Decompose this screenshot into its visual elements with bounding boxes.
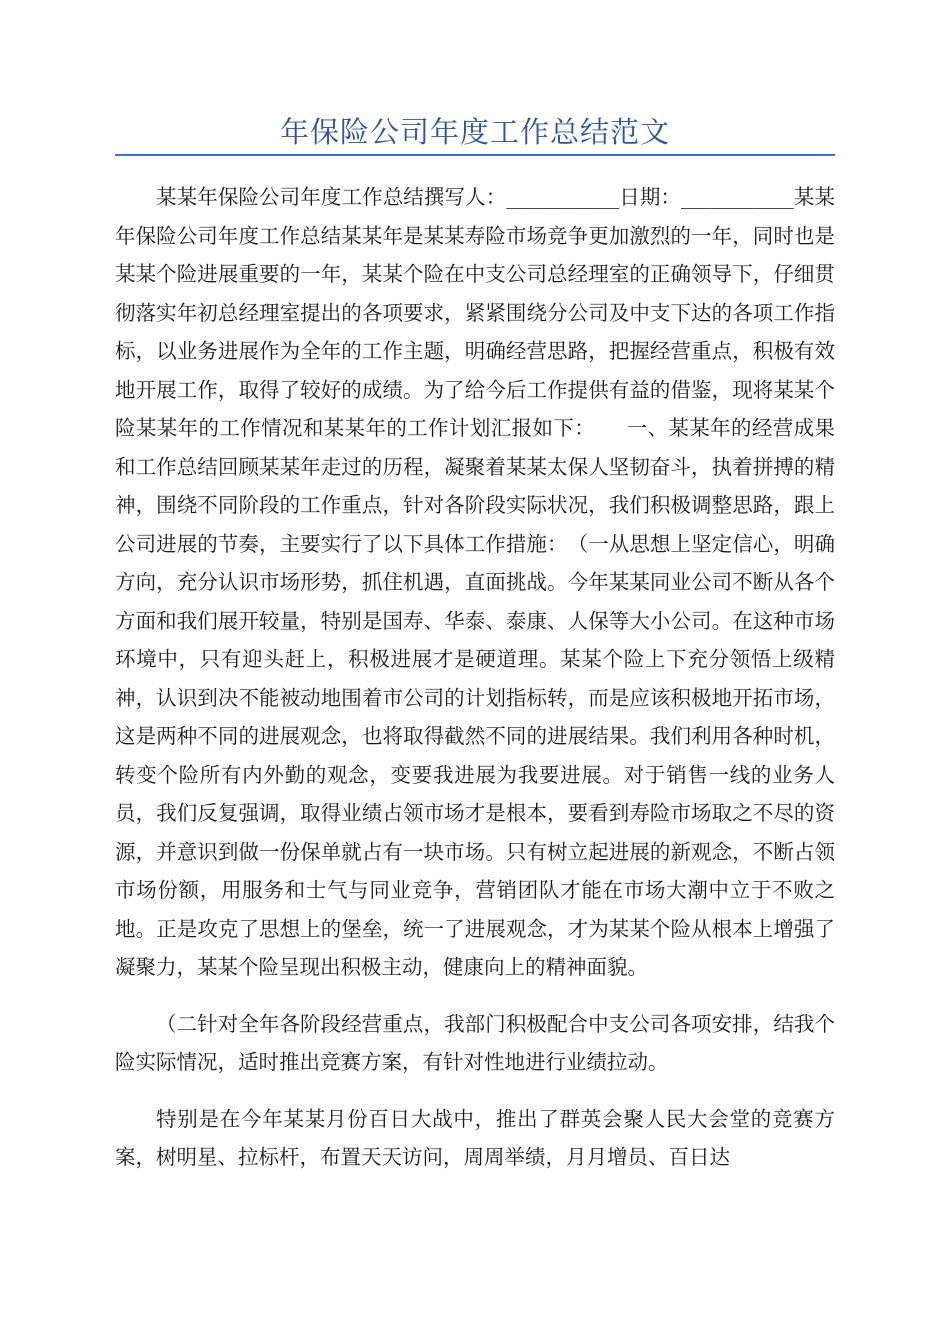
body-paragraph-1: 某某年保险公司年度工作总结撰写人：___________日期：___________某某年保险公司年度工作总结某某年是某某寿险市场竞争更加激烈的一年，同时也是某某个险进展重要的一年，某某个险在中支公司总经理室的正确领导下，仔细贯彻落实年初总经理室提出的各项要求，紧紧围绕分公司及中支下达的各项工作指标，以业务进展作为全年的工作主题，明确经营思路，把握经营重点，积极有效地开展工作，取得了较好的成绩。为了给今后工作提供有益的借鉴，现将某某个险某某年的工作情况和某某年的工作计划汇报如下： 一、某某年的经营成果和工作总结回顾某某年走过的历程，凝聚着某某太保人坚韧奋斗，执着拼搏的精神，围绕不同阶段的工作重点，针对各阶段实际状况，我们积极调整思路，跟上公司进展的节奏，主要实行了以下具体工作措施： （一从思想上坚定信心，明确方向，充分认识市场形势，抓住机遇，直面挑战。今年某某同业公司不断从各个方面和我们展开较量，特别是国寿、华泰、泰康、人保等大小公司。在这种市场环境中，只有迎头赶上，积极进展才是硬道理。某某个险上下充分领悟上级精神，认识到决不能被动地围着市公司的计划指标转，而是应该积极地开拓市场，这是两种不同的进展观念，也将取得截然不同的进展结果。我们利用各种时机，转变个险所有内外勤的观念，变要我进展为我要进展。对于销售一线的业务人员，我们反复强调，取得业绩占领市场才是根本，要看到寿险市场取之不尽的资源，并意识到做一份保单就占有一块市场。只有树立起进展的新观念，不断占领市场份额，用服务和士气与同业竞争，营销团队才能在市场大潮中立于不败之地。正是攻克了思想上的堡垒，统一了进展观念，才为某某个险从根本上增强了凝聚力，某某个险呈现出积极主动，健康向上的精神面貌。 <box>115 185 835 979</box>
body-paragraph-2: （二针对全年各阶段经营重点，我部门积极配合中支公司各项安排，结我个险实际情况，适时推出竞赛方案，有针对性地进行业绩拉动。 <box>115 1011 835 1074</box>
document-body <box>115 178 835 1177</box>
document-title: 年保险公司年度工作总结范文 <box>279 115 670 149</box>
title-underline <box>115 154 835 156</box>
body-paragraph-3: 特别是在今年某某月份百日大战中，推出了群英会聚人民大会堂的竞赛方案，树明星、拉标杆，布置天天访问，周周举绩，月月增员、百日达 <box>115 1106 835 1169</box>
